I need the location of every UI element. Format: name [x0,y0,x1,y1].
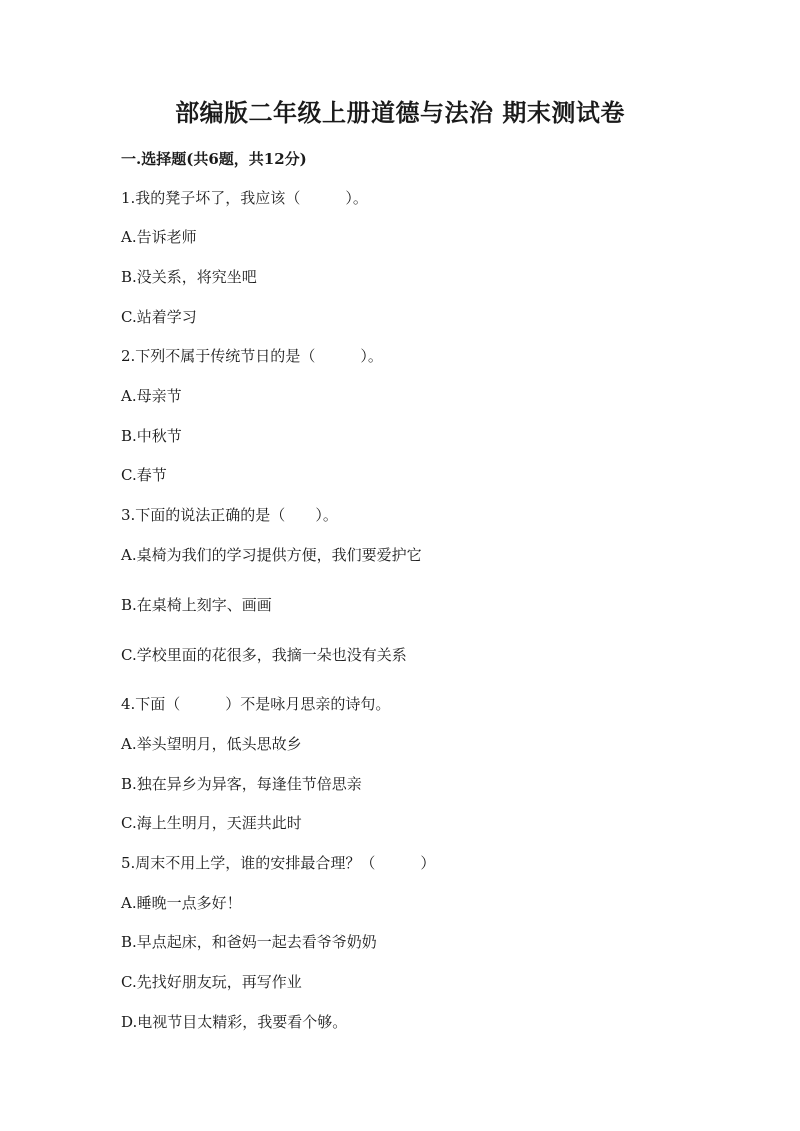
page-title: 部编版二年级上册道德与法治 期末测试卷 [175,98,625,127]
question-1-option-b: B.没关系，将究坐吧 [121,268,257,286]
question-1-option-a: A.告诉老师 [121,228,197,246]
question-5-option-d: D.电视节目太精彩，我要看个够。 [121,1013,348,1031]
question-5-option-a: A.睡晚一点多好！ [121,894,242,912]
question-3-option-c: C.学校里面的花很多，我摘一朵也没有关系 [121,646,407,664]
question-5-option-b: B.早点起床，和爸妈一起去看爷爷奶奶 [121,933,377,951]
question-5-stem: 5.周末不用上学，谁的安排最合理？（ ） [121,854,436,872]
question-4-stem: 4.下面（ ）不是咏月思亲的诗句。 [121,695,391,713]
section-heading: 一.选择题(共6题，共12分) [121,150,307,168]
question-4-option-a: A.举头望明月，低头思故乡 [121,735,302,753]
question-5-option-c: C.先找好朋友玩，再写作业 [121,973,302,991]
question-2-stem: 2.下列不属于传统节日的是（ ）。 [121,347,383,365]
question-2-option-a: A.母亲节 [121,387,182,405]
question-4-option-b: B.独在异乡为异客，每逢佳节倍思亲 [121,775,362,793]
question-1-option-c: C.站着学习 [121,308,197,326]
question-3-option-b: B.在桌椅上刻字、画画 [121,596,272,614]
question-2-option-b: B.中秋节 [121,427,182,445]
question-3-stem: 3.下面的说法正确的是（ ）。 [121,506,338,524]
question-3-option-a: A.桌椅为我们的学习提供方便，我们要爱护它 [121,546,422,564]
question-2-option-c: C.春节 [121,466,167,484]
question-1-stem: 1.我的凳子坏了，我应该（ ）。 [121,189,368,207]
question-4-option-c: C.海上生明月，天涯共此时 [121,814,302,832]
